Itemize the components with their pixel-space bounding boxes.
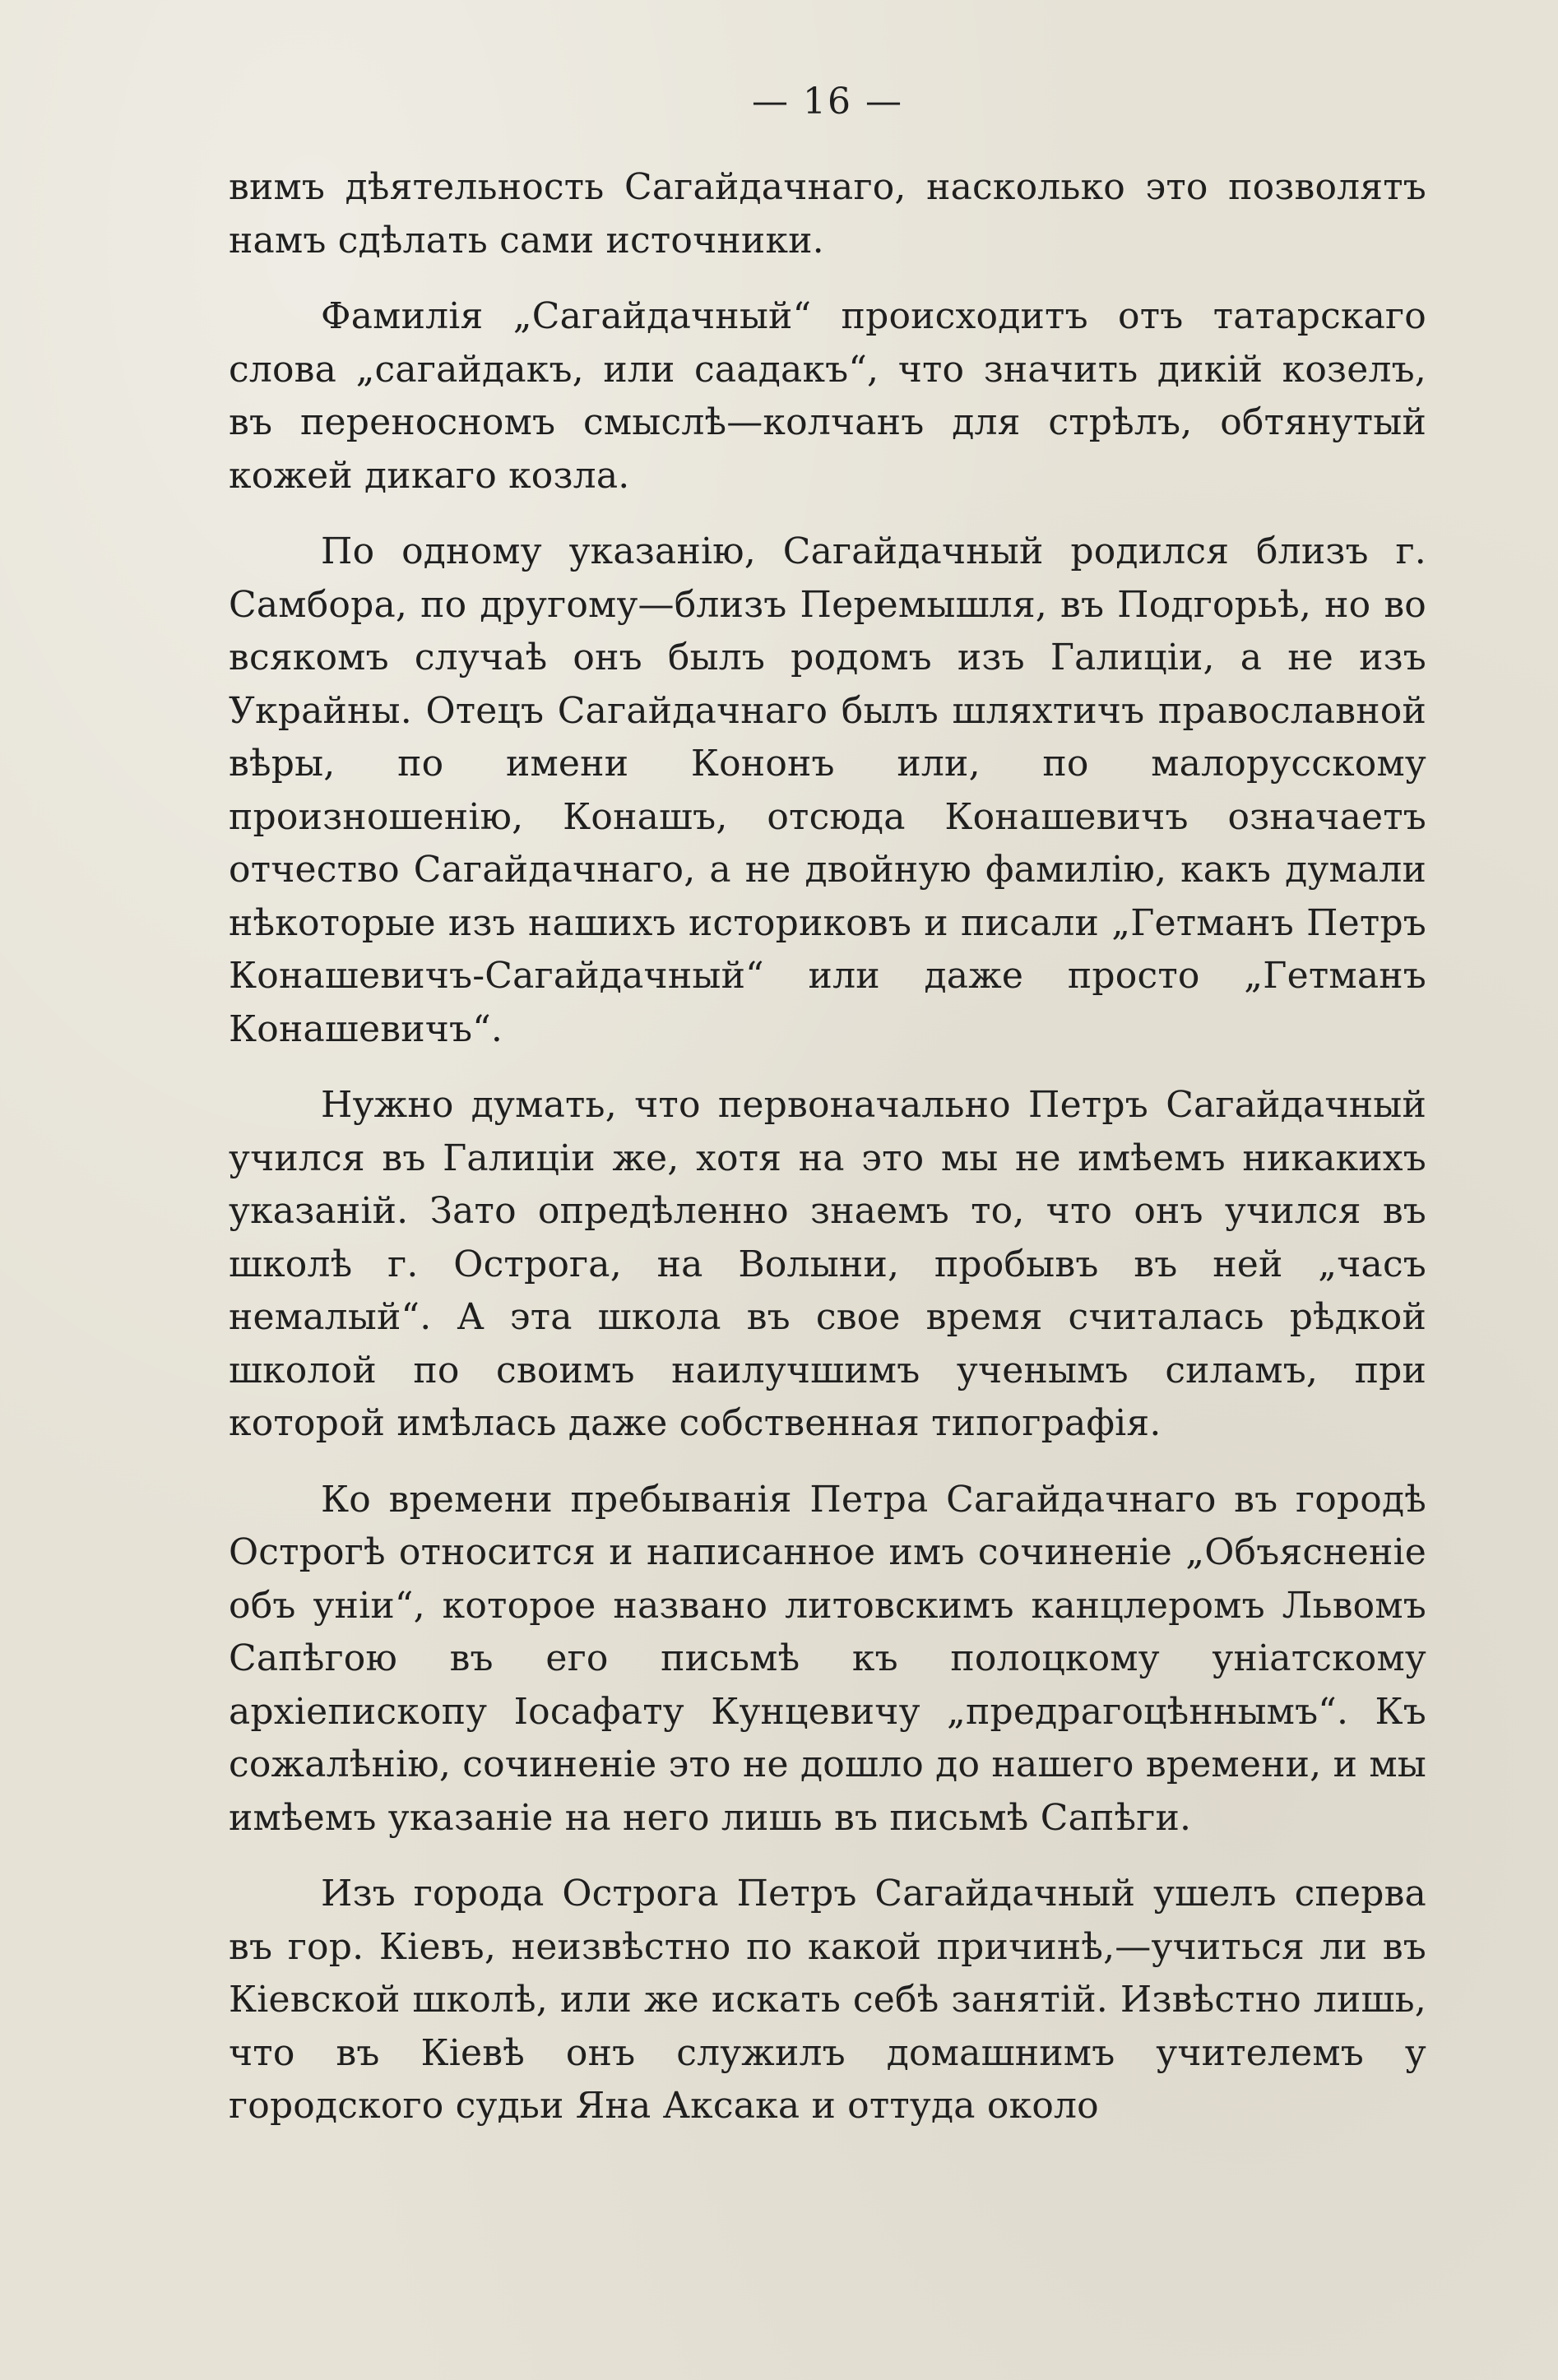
paragraph-3: По одному указанію, Сагайдачный родился близъ г. Самбора, по другому—близъ Перемышля, въ Подгорьѣ, но во всякомъ случаѣ онъ былъ родомъ изъ Галиціи, а не изъ Украйны. Отецъ Сагайдачнаго былъ шляхтичъ православной вѣры, по имени Кононъ или, по малорусскому произношенію, Конашъ, отсюда Конашевичъ означаетъ отчество Сагайдачнаго, а не двойную фамилію, какъ думали нѣкоторые изъ нашихъ историковъ и писали „Гетманъ Петръ Конашевичъ-Сагайдачный“ или даже просто „Гетманъ Конашевичъ“. [229, 530, 1426, 1050]
paragraph-4: Нужно думать, что первоначально Петръ Сагайдачный учился въ Галиціи же, хотя на это мы не имѣемъ никакихъ указаній. Зато опредѣленно знаемъ то, что онъ учился въ школѣ г. Острога, на Волыни, пробывъ въ ней „часъ немалый“. А эта школа въ свое время считалась рѣдкой школой по своимъ наилучшимъ ученымъ силамъ, при которой имѣлась даже собственная типографія. [229, 1084, 1426, 1444]
page-number: — 16 — [752, 81, 903, 123]
paragraph-1: вимъ дѣятельность Сагайдачнаго, насколько это позволятъ намъ сдѣлать сами источники. [229, 166, 1426, 262]
paragraph-6: Изъ города Острога Петръ Сагайдачный ушелъ сперва въ гор. Кіевъ, неизвѣстно по какой причинѣ,—учиться ли въ Кіевской школѣ, или же искать себѣ занятій. Извѣстно лишь, что въ Кіевѣ онъ служилъ домашнимъ учителемъ у городского судьи Яна Аксака и оттуда около [229, 1873, 1426, 2127]
paragraph-5: Ко времени пребыванія Петра Сагайдачнаго въ городѣ Острогѣ относится и написанное имъ сочиненіе „Объясненіе объ уніи“, которое названо литовскимъ канцлеромъ Львомъ Сапѣгою въ его письмѣ къ полоцкому уніатскому архіепископу Іосафату Кунцевичу „предрагоцѣннымъ“. Къ сожалѣнію, сочиненіе это не дошло до нашего времени, и мы имѣемъ указаніе на него лишь въ письмѣ Сапѣги. [229, 1478, 1426, 1839]
paragraph-2: Фамилія „Сагайдачный“ происходитъ отъ татарскаго слова „сагайдакъ, или саадакъ“, что значить дикій козелъ, въ переносномъ смыслѣ—колчанъ для стрѣлъ, обтянутый кожей дикаго козла. [229, 295, 1426, 497]
